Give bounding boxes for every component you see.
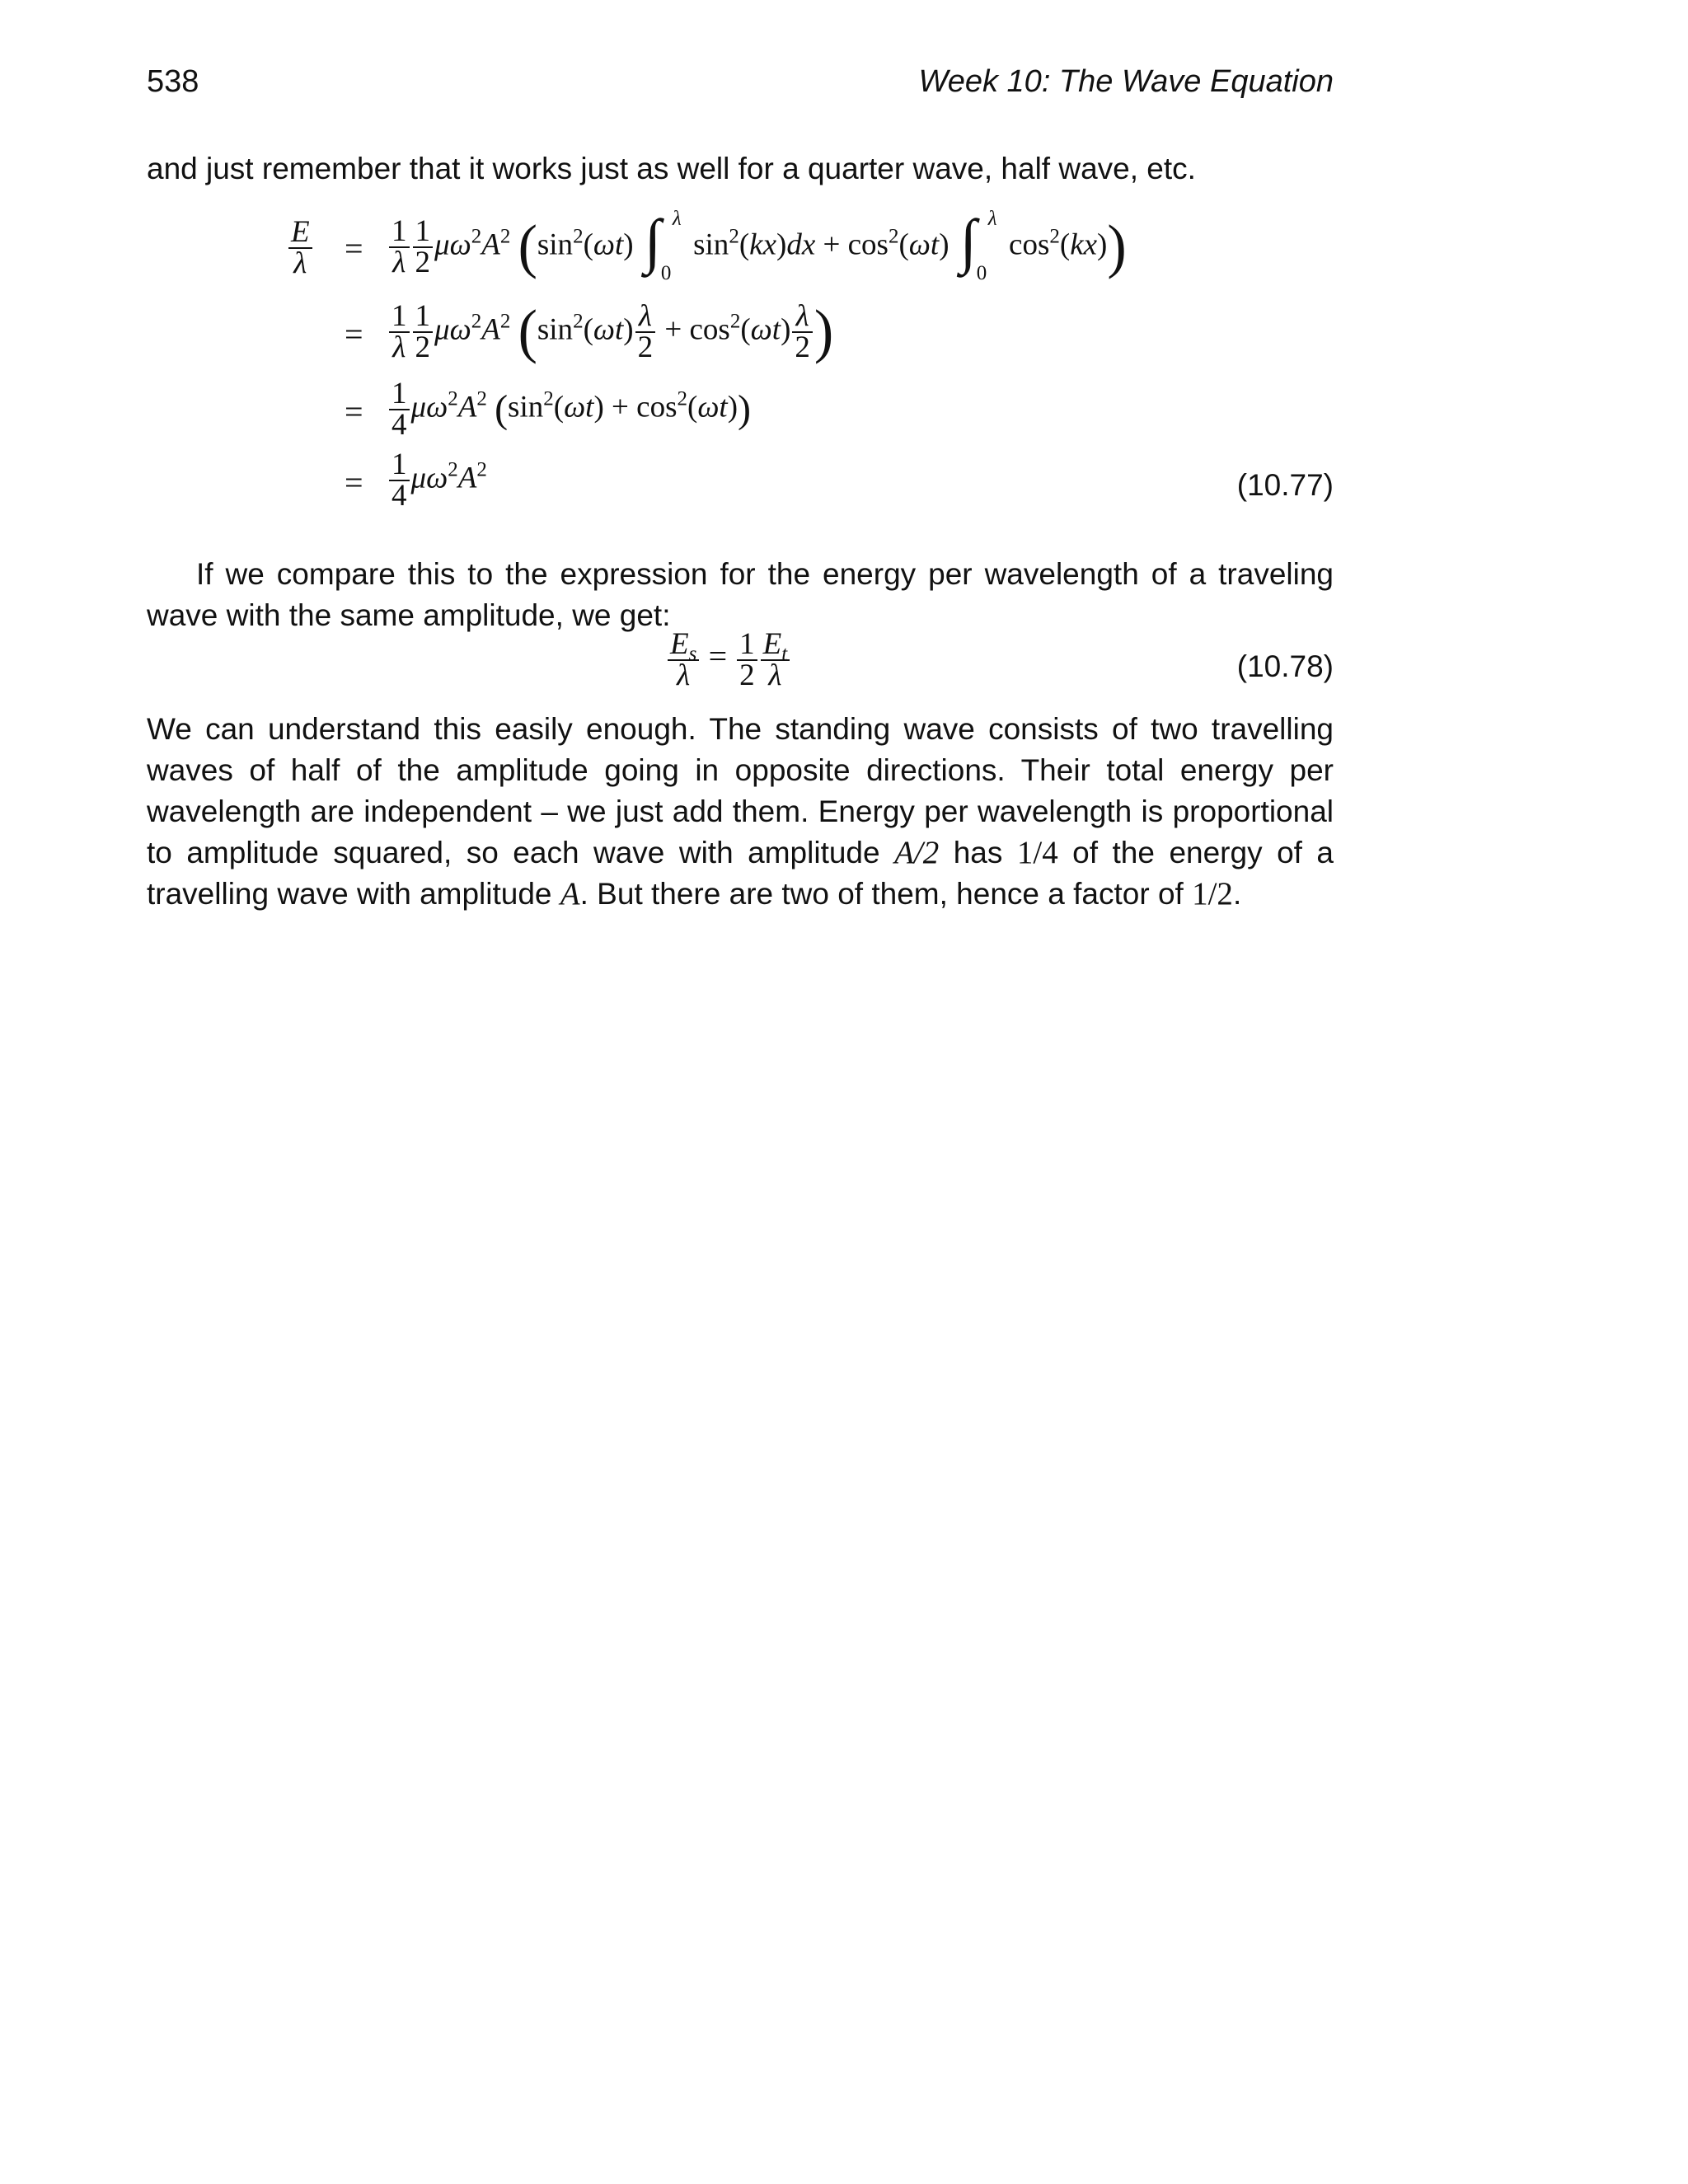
- equation-10-78: [147, 627, 1334, 704]
- equation-row-4: [147, 450, 1334, 519]
- equation-rhs-4: $\frac{1}{4}$ $\mu\omega^2A^2$: [387, 450, 487, 511]
- equation-row-2: [147, 298, 1334, 371]
- equation-rhs-3: $\frac{1}{4}$ $\mu\omega^2A^2$ $(\sin^2(\omega t) + \cos^2(\omega t))$: [387, 379, 751, 440]
- equation-10-78-body: $\frac{E_s}{\lambda}$ = $\frac{1}{2}$ $\frac{E_t}{\lambda}$: [666, 630, 791, 691]
- equation-rhs-2: $\frac{1}{\lambda}$ $\frac{1}{2}$ $\mu\omega^2A^2$ ($\sin^2(\omega t)$ $\frac{\lambda}{2}$ + $\cos^2(\omega t)$ $\frac{\lambda}{2}$ ): [387, 302, 833, 363]
- page-number: 538: [147, 64, 199, 99]
- integral-symbol: ∫ λ 0: [644, 208, 682, 284]
- equation-row-1: [147, 208, 1334, 285]
- equation-number: (10.78): [1236, 649, 1334, 683]
- page-header: [147, 64, 1334, 104]
- inline-math: 1/4: [1016, 835, 1058, 870]
- equals-sign: =: [345, 316, 363, 353]
- intro-paragraph: and just remember that it works just as well for a quarter wave, half wave, etc.: [147, 152, 1196, 185]
- integral-symbol: ∫ λ 0: [959, 208, 997, 284]
- compare-paragraph: If we compare this to the expression for the energy per wavelength of a traveling wave with the same amplitude, we get:: [147, 557, 1334, 632]
- equals-sign: =: [345, 393, 363, 430]
- lhs-numerator: E: [291, 215, 310, 249]
- equation-lhs: [287, 215, 314, 280]
- inline-math: 1/2: [1192, 876, 1233, 912]
- lhs-denominator: λ: [288, 247, 312, 279]
- equation-rhs-1: $\frac{1}{\lambda}$ $\frac{1}{2}$ $\mu\omega^2A^2$ ($\sin^2(\omega t)$ ∫ λ 0 $\sin^2(kx)dx + \cos^2(\omega t)$ ∫ λ 0 $\cos^2(kx)$): [387, 216, 1127, 279]
- equals-sign: =: [345, 464, 363, 501]
- inline-math: A/2: [894, 835, 940, 870]
- inline-math: A: [560, 876, 580, 912]
- equation-number: (10.77): [1236, 468, 1334, 502]
- explanation-paragraph: We can understand this easily enough. The standing wave consists of two travelling waves of half of the amplitude going in opposite directions. Their total energy per wavelength are independent – we just add them. Energy per wavelength is proportional to amplitude squared, so each wave with amplitude A/2 has 1/4 of the energy of a travelling wave with amplitude A. But there are two of them, hence a factor of 1/2.: [147, 712, 1334, 912]
- equation-row-3: [147, 379, 1334, 448]
- running-title: Week 10: The Wave Equation: [918, 64, 1334, 99]
- equals-sign: =: [345, 230, 363, 267]
